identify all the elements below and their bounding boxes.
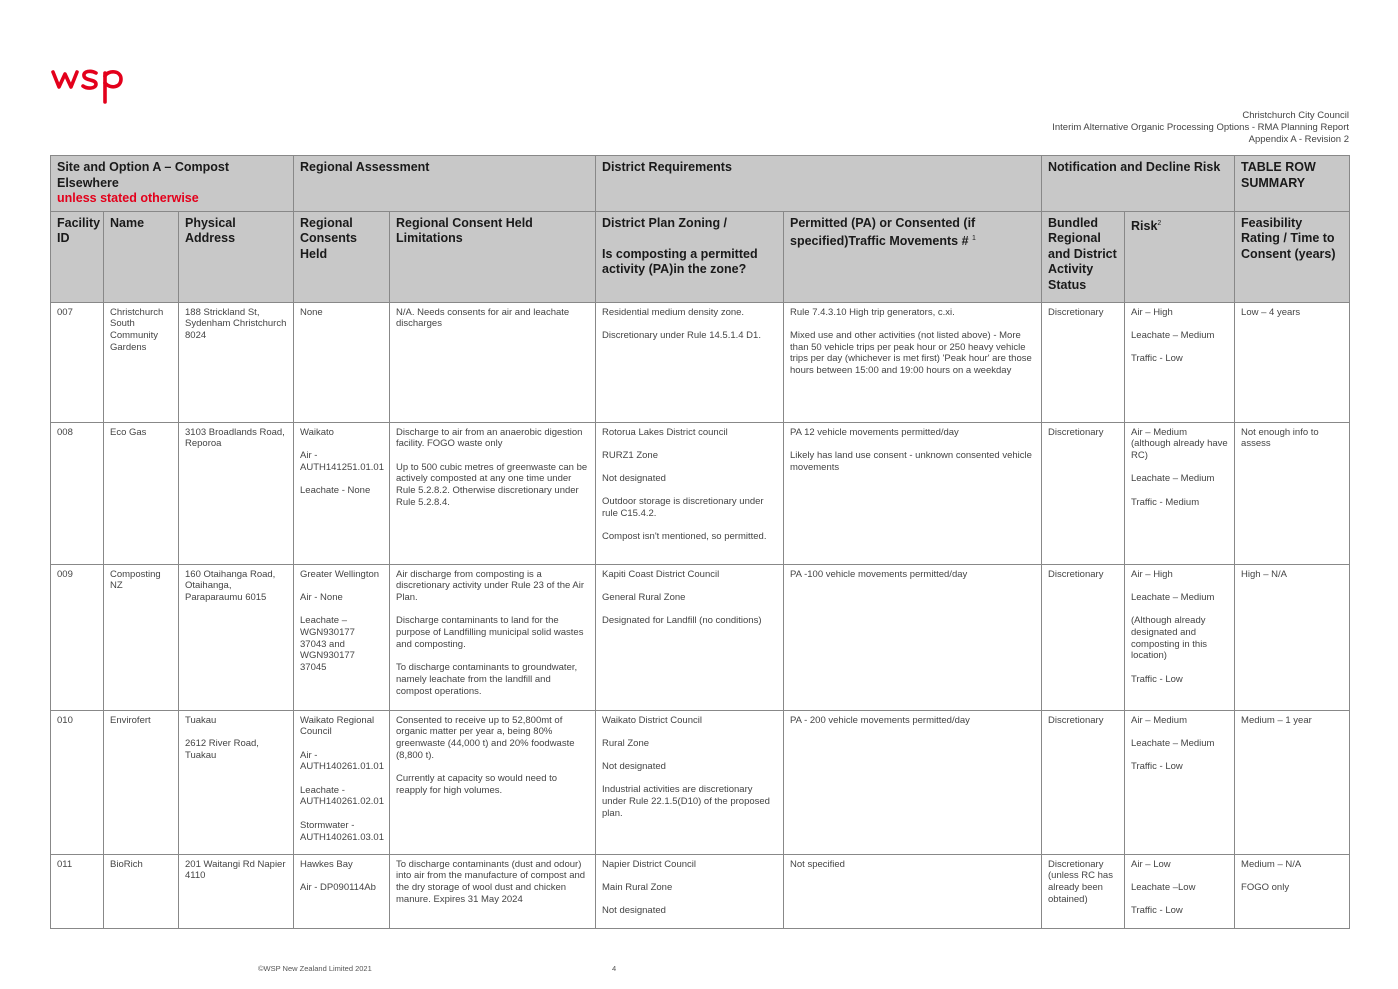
cell-paragraph: None: [300, 306, 323, 318]
cell-paragraph: Traffic - Low: [1131, 353, 1183, 365]
cell-paragraph: Medium – 1 year: [1241, 714, 1312, 726]
cell-address: [179, 854, 294, 928]
cell-paragraph: Air - DP090114Ab: [300, 881, 376, 893]
col-risk: Risk$^2$: [1125, 211, 1235, 302]
group-notification: Notification and Decline Risk: [1042, 156, 1235, 212]
cell-paragraph: 2612 River Road, Tuakau: [185, 737, 259, 761]
cell-name: Eco Gas: [104, 422, 179, 564]
header-report-title: Interim Alternative Organic Processing Options - RMA Planning Report: [1052, 121, 1349, 133]
cell-paragraph: Air - AUTH141251.01.01: [300, 449, 384, 473]
cell-address: [179, 710, 294, 854]
cell-zoning: [596, 564, 784, 710]
cell-paragraph: Leachate – Medium: [1131, 591, 1215, 603]
cell-paragraph: RURZ1 Zone: [602, 449, 658, 461]
cell-paragraph: Rule 7.4.3.10 High trip generators, c.xi.: [790, 306, 955, 318]
cell-paragraph: Not enough info to assess: [1241, 426, 1319, 450]
cell-paragraph: Consented to receive up to 52,800mt of organic matter per year a, being 80% greenwaste (44,000 t) and 20% foodwaste (8,800 t).: [396, 714, 575, 761]
cell-paragraph: Not specified: [790, 858, 845, 870]
cell-bundled: [1042, 854, 1125, 928]
cell-paragraph: Not designated: [602, 473, 666, 485]
cell-paragraph: Up to 500 cubic metres of greenwaste can be actively composted at any one time under Rule 5.2.8.2. Otherwise discretionary under Rule 5.2.8.4.: [396, 461, 588, 508]
cell-risk: [1125, 422, 1235, 564]
cell-limitations: [390, 302, 596, 422]
cell-paragraph: Rural Zone: [602, 737, 650, 749]
cell-traffic: [784, 564, 1042, 710]
col-address: Physical Address: [179, 211, 294, 302]
header-client: Christchurch City Council: [1242, 110, 1349, 121]
cell-paragraph: Tuakau: [185, 714, 217, 726]
cell-paragraph: Leachate –Low: [1131, 881, 1196, 893]
cell-paragraph: Not designated: [602, 905, 666, 917]
cell-paragraph: 188 Strickland St, Sydenham Christchurch 8024: [185, 306, 287, 342]
table-row: [51, 422, 1350, 564]
cell-paragraph: To discharge contaminants to groundwater, namely leachate from the landfill and compost operations.: [396, 662, 578, 697]
cell-paragraph: Air - None: [300, 591, 343, 603]
cell-consents: [294, 710, 390, 854]
cell-paragraph: Waikato Regional Council: [300, 714, 375, 738]
cell-paragraph: Air – Medium (although already have RC): [1131, 426, 1228, 462]
cell-paragraph: Traffic - Medium: [1131, 496, 1200, 508]
cell-paragraph: Discretionary (unless RC has already been obtained): [1048, 858, 1113, 905]
cell-feasibility: [1235, 302, 1350, 422]
cell-paragraph: Traffic - Low: [1131, 761, 1183, 773]
cell-facility-id: 011: [51, 854, 104, 928]
col-facility-id: Facility ID: [51, 211, 104, 302]
cell-facility-id: 007: [51, 302, 104, 422]
col-consents: Regional Consents Held: [294, 211, 390, 302]
cell-paragraph: Outdoor storage is discretionary under rule C15.4.2.: [602, 496, 764, 520]
group-site: Site and Option A – Compost Elsewhere unless stated otherwise: [51, 156, 294, 212]
cell-risk: [1125, 854, 1235, 928]
cell-traffic: [784, 854, 1042, 928]
cell-paragraph: PA -100 vehicle movements permitted/day: [790, 568, 968, 580]
cell-feasibility: [1235, 710, 1350, 854]
cell-paragraph: Discharge contaminants to land for the purpose of Landfilling municipal solid wastes and composting.: [396, 615, 584, 650]
group-summary: TABLE ROW SUMMARY: [1235, 156, 1350, 212]
cell-paragraph: Discretionary: [1048, 426, 1104, 438]
cell-paragraph: 201 Waitangi Rd Napier 4110: [185, 858, 286, 882]
cell-paragraph: N/A. Needs consents for air and leachate discharges: [396, 306, 570, 330]
cell-paragraph: Traffic - Low: [1131, 673, 1183, 685]
cell-traffic: [784, 710, 1042, 854]
table-row: [51, 854, 1350, 928]
cell-paragraph: Leachate - AUTH140261.02.01: [300, 784, 384, 808]
cell-paragraph: Designated for Landfill (no conditions): [602, 615, 762, 627]
cell-risk: [1125, 302, 1235, 422]
cell-limitations: [390, 854, 596, 928]
cell-paragraph: Not designated: [602, 761, 666, 773]
cell-paragraph: General Rural Zone: [602, 591, 686, 603]
cell-bundled: [1042, 422, 1125, 564]
cell-paragraph: Waikato District Council: [602, 714, 702, 726]
cell-paragraph: Air - AUTH140261.01.01: [300, 749, 384, 773]
cell-address: [179, 564, 294, 710]
cell-paragraph: Hawkes Bay: [300, 858, 353, 870]
cell-risk: [1125, 710, 1235, 854]
cell-zoning: [596, 854, 784, 928]
cell-paragraph: Napier District Council: [602, 858, 696, 870]
cell-paragraph: Kapiti Coast District Council: [602, 568, 720, 580]
cell-paragraph: PA - 200 vehicle movements permitted/day: [790, 714, 970, 726]
cell-traffic: [784, 422, 1042, 564]
cell-paragraph: Air – High: [1131, 306, 1173, 318]
cell-paragraph: Currently at capacity so would need to reapply for high volumes.: [396, 773, 558, 796]
table-row: [51, 710, 1350, 854]
cell-facility-id: 009: [51, 564, 104, 710]
cell-paragraph: Discretionary: [1048, 568, 1104, 580]
cell-paragraph: Discharge to air from an anaerobic digestion facility. FOGO waste only: [396, 426, 583, 450]
cell-paragraph: 3103 Broadlands Road, Reporoa: [185, 426, 285, 450]
cell-paragraph: FOGO only: [1241, 881, 1290, 893]
cell-zoning: [596, 710, 784, 854]
cell-consents: [294, 302, 390, 422]
cell-paragraph: Residential medium density zone.: [602, 306, 745, 318]
cell-paragraph: Low – 4 years: [1241, 306, 1301, 318]
cell-paragraph: Likely has land use consent - unknown consented vehicle movements: [790, 449, 1032, 473]
group-regional: Regional Assessment: [294, 156, 596, 212]
cell-paragraph: Air – Low: [1131, 858, 1171, 870]
cell-feasibility: [1235, 854, 1350, 928]
cell-paragraph: Stormwater - AUTH140261.03.01: [300, 819, 384, 843]
cell-paragraph: 160 Otaihanga Road, Otaihanga, Paraparaumu 6015: [185, 568, 276, 604]
document-header: [1052, 110, 1349, 145]
footer-page-number: 4: [612, 964, 617, 973]
cell-name: Envirofert: [104, 710, 179, 854]
cell-zoning: [596, 422, 784, 564]
cell-address: [179, 422, 294, 564]
cell-paragraph: Rotorua Lakes District council: [602, 426, 728, 438]
cell-limitations: [390, 564, 596, 710]
cell-name: BioRich: [104, 854, 179, 928]
cell-paragraph: Main Rural Zone: [602, 881, 673, 893]
cell-bundled: [1042, 710, 1125, 854]
cell-paragraph: Leachate – Medium: [1131, 737, 1215, 749]
group-site-note: unless stated otherwise: [57, 191, 199, 205]
header-appendix: Appendix A - Revision 2: [1248, 133, 1349, 145]
cell-name: Christchurch South Community Gardens: [104, 302, 179, 422]
cell-bundled: [1042, 564, 1125, 710]
cell-facility-id: 010: [51, 710, 104, 854]
cell-paragraph: Air – High: [1131, 568, 1173, 580]
cell-paragraph: Waikato: [300, 426, 334, 438]
cell-paragraph: Leachate – Medium: [1131, 329, 1215, 341]
cell-bundled: [1042, 302, 1125, 422]
cell-paragraph: Medium – N/A: [1241, 858, 1302, 870]
cell-paragraph: Leachate – Medium: [1131, 473, 1215, 485]
cell-limitations: [390, 422, 596, 564]
cell-paragraph: Leachate - None: [300, 484, 371, 496]
table-row: [51, 302, 1350, 422]
options-table: [50, 155, 1350, 929]
table-row: [51, 564, 1350, 710]
cell-consents: [294, 854, 390, 928]
wsp-logo: [50, 62, 128, 106]
cell-paragraph: Air – Medium: [1131, 714, 1187, 726]
cell-consents: [294, 564, 390, 710]
cell-paragraph: Discretionary: [1048, 306, 1104, 318]
cell-risk: [1125, 564, 1235, 710]
cell-paragraph: Air discharge from composting is a discretionary activity under Rule 23 of the Air Plan.: [396, 568, 584, 604]
col-traffic: Permitted (PA) or Consented (if specified)Traffic Movements # $^1$: [784, 211, 1042, 302]
cell-paragraph: Greater Wellington: [300, 568, 380, 580]
cell-paragraph: Discretionary under Rule 14.5.1.4 D1.: [602, 329, 761, 341]
group-district: District Requirements: [596, 156, 1042, 212]
cell-limitations: [390, 710, 596, 854]
cell-paragraph: Discretionary: [1048, 714, 1104, 726]
cell-paragraph: Mixed use and other activities (not listed above) - More than 50 vehicle trips per peak hour or 250 heavy vehicle trips per day (whichever is met first) 'Peak hour' are those hours between 15:00 and 19:00 hours on a weekday: [790, 329, 1032, 377]
cell-paragraph: Compost isn't mentioned, so permitted.: [602, 531, 767, 543]
cell-paragraph: PA 12 vehicle movements permitted/day: [790, 426, 959, 438]
cell-address: [179, 302, 294, 422]
col-name: Name: [104, 211, 179, 302]
cell-feasibility: [1235, 422, 1350, 564]
cell-consents: [294, 422, 390, 564]
cell-paragraph: High – N/A: [1241, 568, 1287, 580]
col-limitations: Regional Consent Held Limitations: [390, 211, 596, 302]
cell-zoning: [596, 302, 784, 422]
cell-paragraph: To discharge contaminants (dust and odour) into air from the manufacture of compost and the dry storage of wool dust and chicken manure. Expires 31 May 2024: [396, 858, 586, 905]
cell-traffic: [784, 302, 1042, 422]
cell-facility-id: 008: [51, 422, 104, 564]
cell-paragraph: Industrial activities are discretionary under Rule 22.1.5(D10) of the proposed plan.: [602, 784, 770, 819]
cell-paragraph: Traffic - Low: [1131, 905, 1183, 917]
col-zoning: District Plan Zoning / Is composting a permitted activity (PA)in the zone?: [596, 211, 784, 302]
col-bundled: Bundled Regional and District Activity Status: [1042, 211, 1125, 302]
col-feasibility: Feasibility Rating / Time to Consent (years): [1235, 211, 1350, 302]
cell-paragraph: Leachate – WGN930177 37043 and WGN930177 37045: [300, 615, 355, 674]
cell-name: Composting NZ: [104, 564, 179, 710]
cell-paragraph: (Although already designated and composting in this location): [1131, 615, 1208, 662]
footer-copyright: ©WSP New Zealand Limited 2021: [258, 964, 372, 973]
cell-feasibility: [1235, 564, 1350, 710]
